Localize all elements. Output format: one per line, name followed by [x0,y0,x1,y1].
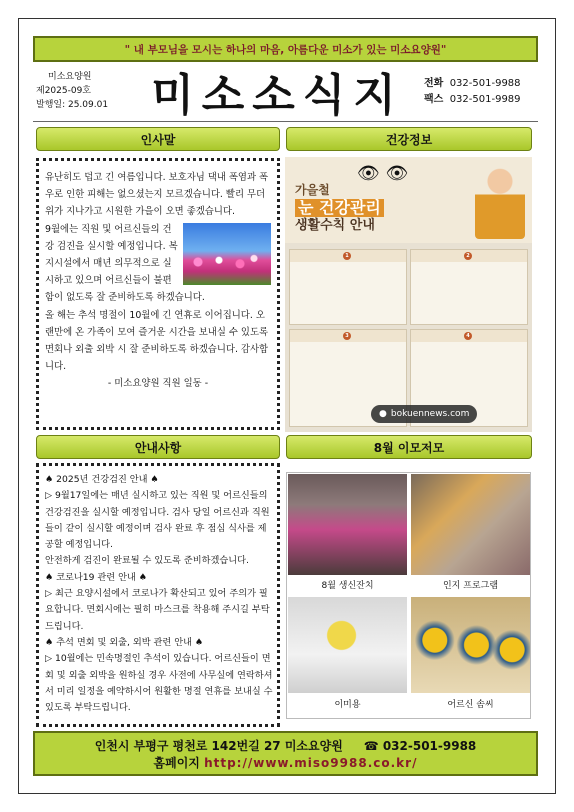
greeting-para-3: 올 해는 추석 명절이 10월에 긴 연휴로 이어집니다. 오랜만에 온 가족이 모여 즐거운 시간을 보내실 수 있도록 면회나 외출 외박 시 잘 준비하도록 하겠습니다. 감사합니다. [45,309,269,373]
greeting-signature: - 미소요양원 직원 일동 - [107,378,209,390]
homepage-label: 홈페이지 [153,756,200,770]
notice-text-2: ▷ 최근 요양시설에서 코로나가 확산되고 있어 주의가 필요합니다. 면회시에는 필히 마스크를 착용해 주시길 부탁드립니다. [45,588,270,632]
photo-cell-birthday [288,474,407,595]
issue-date: 발행일: 25.09.01 [36,100,109,110]
poster-illustration [475,165,525,239]
notice-box [36,463,280,727]
photo-caption: 어르신 솜씨 [447,700,494,710]
cosmos-flower-photo [183,223,271,285]
slogan-text: " 내 부모님을 모시는 하나의 마음, 아름다운 미소가 있는 미소요양원" [124,43,447,56]
footer-address-line [35,738,536,755]
poster-panel-2: 2 [410,249,528,325]
fax-number: 032-501-9989 [449,94,521,105]
health-heading: 건강정보 [286,127,532,151]
watermark-text: bokuennews.com [390,409,470,419]
photo-cell-cognitive [411,474,530,595]
phone-label: 전화 [424,78,444,89]
photo-caption: 이미용 [334,700,361,710]
events-photo-grid [286,472,531,719]
photo-cell-crafts [411,597,530,718]
header-divider [33,121,538,122]
footer-banner [33,731,538,776]
notice-heading-3: ♠ 추석 면회 및 외출, 외박 관련 안내 ♠ [45,636,204,648]
notice-heading-2: ♠ 코로나19 관련 안내 ♠ [45,571,147,583]
poster-title [295,181,384,235]
eye-icon: 👁 👁 [357,163,409,184]
notice-text-3: ▷ 10월에는 민속명절인 추석이 있습니다. 어르신들이 면회 및 외출 외박을 원하실 경우 사전에 사무실에 연락하셔서 미리 일정을 예약하시어 원활한 명절 연휴를 보내실 수 있도록 부탁드립니다. [45,653,273,714]
poster-panel-1: 1 [289,249,407,325]
footer-phone: ☎ 032-501-9988 [363,739,477,753]
photo-caption: 8월 생신잔치 [321,581,374,591]
events-heading: 8월 이모저모 [286,435,532,459]
homepage-link[interactable]: http://www.miso9988.co.kr/ [204,756,418,770]
phone-number: 032-501-9988 [449,78,521,89]
greeting-heading: 인사말 [36,127,280,151]
greeting-para-2: 9월에는 직원 및 어르신들의 건강 검진을 실시할 예정입니다. 복지시설에서 매년 의무적으로 실시하고 있으며 어르신들이 불편함이 없도록 잘 준비하도록 하겠습니다. [45,223,205,304]
poster-title-line-2: 눈 건강관리 [295,199,384,217]
poster-panel-3: 3 [289,329,407,427]
footer-address: 인천시 부평구 평천로 142번길 27 미소요양원 [94,739,343,753]
haircut-photo [288,597,407,693]
contact-info [424,76,521,108]
notice-heading: 안내사항 [36,435,280,459]
notice-text-1b: 안전하게 검진이 완료될 수 있도록 준비하겠습니다. [45,555,249,567]
cognitive-program-photo [411,474,530,575]
poster-panel-4: 4 [410,329,528,427]
greeting-box [36,158,280,430]
poster-watermark [371,405,477,423]
newsletter-title: 미소소식지 [151,70,404,121]
issue-number: 제2025-09호 [36,86,91,96]
issue-info [36,70,136,112]
watermark-logo-icon: ● [379,409,387,419]
notice-heading-1: ♠ 2025년 건강검진 안내 ♠ [45,474,159,485]
fax-label: 팩스 [424,94,444,105]
org-name: 미소요양원 [48,72,92,82]
photo-caption: 인지 프로그램 [442,581,499,591]
photo-cell-haircut [288,597,407,718]
crafts-photo [411,597,530,693]
eye-health-poster [285,157,532,432]
poster-title-line-3: 생활수칙 안내 [295,218,375,233]
poster-header [285,157,532,243]
birthday-party-photo [288,474,407,575]
footer-homepage-line [35,755,536,772]
greeting-para-1: 유난히도 덥고 긴 여름입니다. 보호자님 댁내 폭염과 폭우로 인한 피해는 없으셨는지 모르겠습니다. 빨리 무더위가 지나가고 시원한 가을이 오면 좋겠습니다. [45,172,269,218]
notice-text-1: ▷ 9월17일에는 매년 실시하고 있는 직원 및 어르신들의 건강검진을 실시할 예정입니다. 검사 당일 어르신과 직원들이 같이 실시할 예정이며 검사 완료 후 점심 식사를 제공할 예정입니다. [45,490,270,551]
poster-title-line-1: 가을철 [295,183,330,197]
